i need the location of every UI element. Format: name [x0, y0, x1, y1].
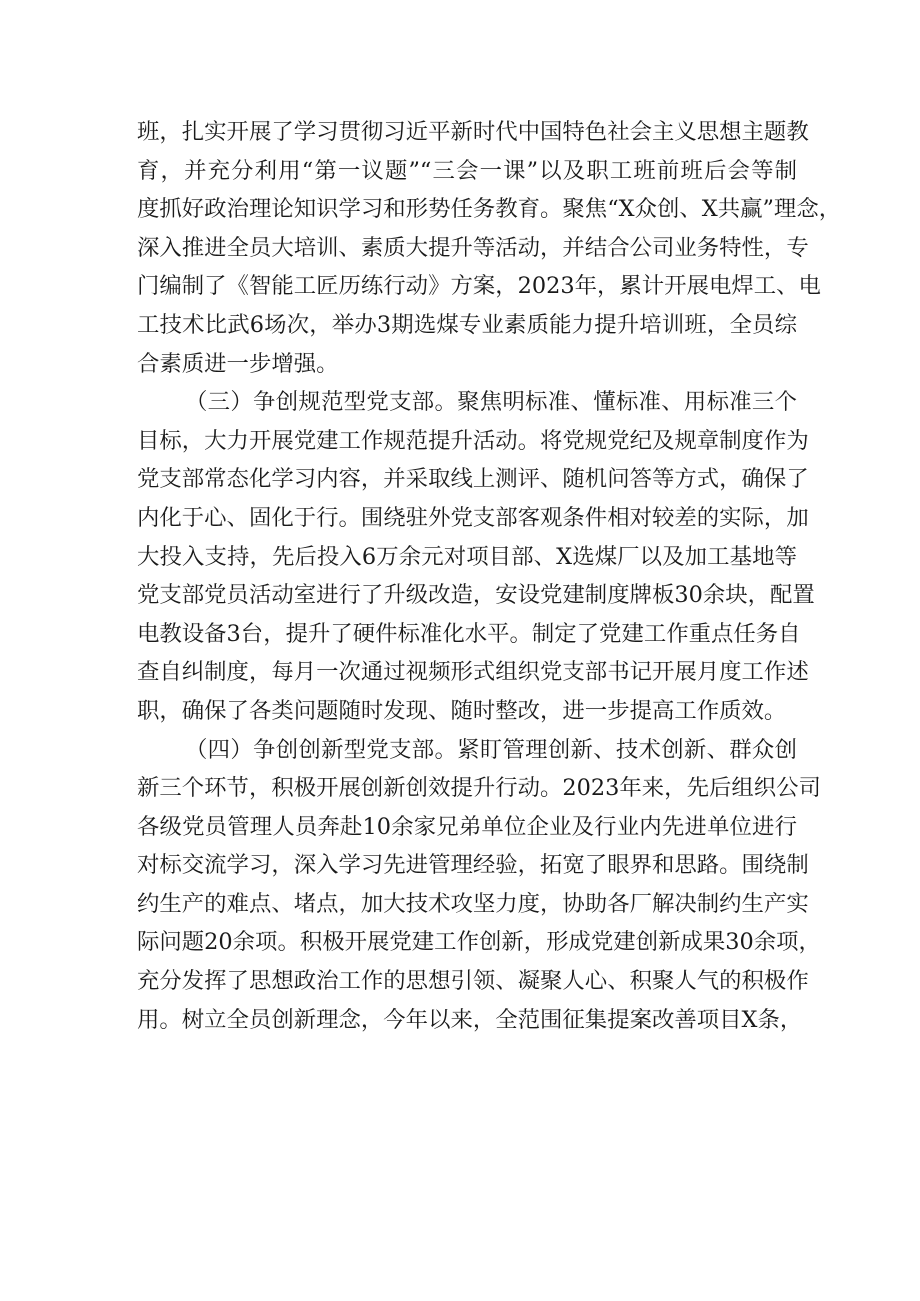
text-line: 际问题20余项。积极开展党建工作创新，形成党建创新成果30余项，: [137, 929, 821, 956]
text-line: 班，扎实开展了学习贯彻习近平新时代中国特色社会主义思想主题教: [137, 119, 809, 145]
text-line: 大投入支持，先后投入6万余元对项目部、X选煤厂以及加工基地等: [137, 543, 797, 570]
text-line: 新三个环节，积极开展创新创效提升行动。2023年来，先后组织公司: [137, 775, 821, 802]
text-line: 电教设备3台，提升了硬件标准化水平。制定了党建工作重点任务自: [137, 620, 801, 647]
paragraph-standardized-branch: [137, 383, 815, 730]
paragraph-training: [137, 113, 842, 383]
text-line: 用。树立全员创新理念，今年以来，全范围征集提案改善项目X条，: [137, 1006, 803, 1033]
text-line: 查自纠制度，每月一次通过视频形式组织党支部书记开展月度工作述: [137, 659, 809, 686]
text-line: 充分发挥了思想政治工作的思想引领、凝聚人心、积聚人气的积极作: [137, 968, 809, 995]
document-body: [137, 113, 842, 1039]
text-line: 工技术比武6场次，举办3期选煤专业素质能力提升培训班，全员综: [137, 311, 797, 338]
text-line: 党支部常态化学习内容，并采取线上测评、随机问答等方式，确保了: [137, 466, 809, 493]
text-line: 约生产的难点、堵点，加大技术攻坚力度，协助各厂解决制约生产实: [137, 890, 809, 917]
paragraph-innovative-branch: [137, 731, 821, 1040]
text-line: 门编制了《智能工匠历练行动》方案，2023年，累计开展电焊工、电: [137, 273, 821, 300]
text-line: 党支部党员活动室进行了升级改造，安设党建制度牌板30余块，配置: [137, 582, 815, 609]
section-heading-line: （四）争创创新型党支部。紧盯管理创新、技术创新、群众创: [185, 736, 797, 763]
text-line: 度抓好政治理论知识学习和形势任务教育。聚焦“X众创、X共赢”理念，: [137, 196, 842, 223]
section-heading-line: （三）争创规范型党支部。聚焦明标准、懂标准、用标准三个: [185, 389, 797, 416]
text-line: 各级党员管理人员奔赴10余家兄弟单位企业及行业内先进单位进行: [137, 813, 797, 840]
text-line: 职，确保了各类问题随时发现、随时整改，进一步提高工作质效。: [137, 697, 787, 724]
text-line: 合素质进一步增强。: [137, 350, 339, 377]
text-line: 对标交流学习，深入学习先进管理经验，拓宽了眼界和思路。围绕制: [137, 852, 809, 879]
text-line: 育，并充分利用“第一议题”“三会一课”以及职工班前班后会等制: [137, 157, 797, 184]
text-line: 深入推进全员大培训、素质大提升等活动，并结合公司业务特性，专: [137, 234, 809, 261]
text-line: 内化于心、固化于行。围绕驻外党支部客观条件相对较差的实际，加: [137, 504, 809, 531]
text-line: 目标，大力开展党建工作规范提升活动。将党规党纪及规章制度作为: [137, 427, 809, 454]
